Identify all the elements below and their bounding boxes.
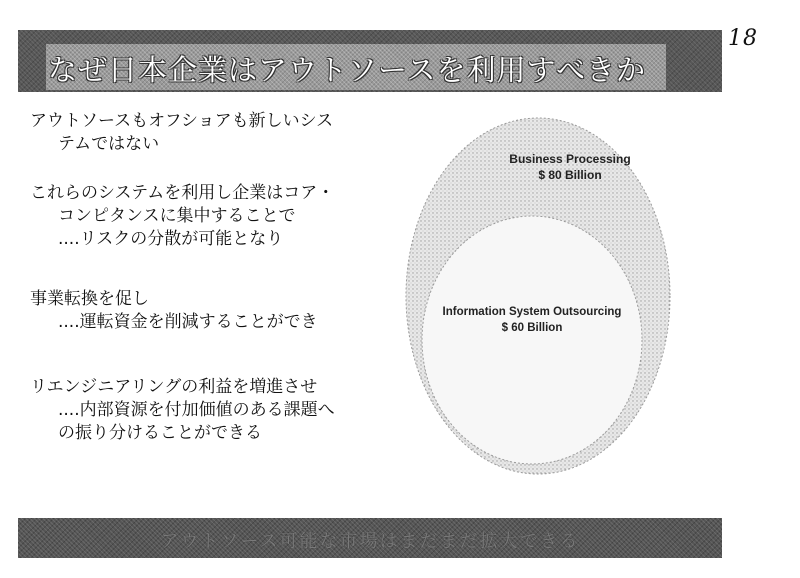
inner-value: $ 60 Billion xyxy=(501,322,563,334)
page-number: 18 xyxy=(728,26,758,51)
bullet-line: テムではない xyxy=(58,134,160,154)
outer-label: Business Processing xyxy=(509,152,631,166)
outer-value: $ 80 Billion xyxy=(538,168,602,182)
bullet-line: ....リスクの分散が可能となり xyxy=(58,229,284,249)
bullet-item xyxy=(30,182,334,251)
inner-label: Information System Outsourcing xyxy=(442,306,622,318)
title-bar xyxy=(18,30,722,92)
bullet-line: の振り分けることができる xyxy=(58,423,262,443)
market-size-diagram xyxy=(400,108,700,488)
bullet-item xyxy=(30,110,333,156)
slide-title: なぜ日本企業はアウトソースを利用すべきか xyxy=(48,53,646,87)
bullet-line: 事業転換を促し xyxy=(30,289,149,309)
bullet-line: ....内部資源を付加価値のある課題へ xyxy=(58,400,335,420)
bullet-line: アウトソースもオフショアも新しいシス xyxy=(30,111,334,131)
footer-text: アウトソース可能な市場はまだまだ拡大できる xyxy=(160,531,580,552)
bullet-line: コンピタンスに集中することで xyxy=(58,206,296,226)
bullet-line: リエンジニアリングの利益を増進させ xyxy=(30,377,318,397)
inner-ellipse xyxy=(422,216,642,464)
bullet-item xyxy=(30,288,318,334)
bullet-item xyxy=(30,376,335,445)
bullet-line: ....運転資金を削減することができ xyxy=(58,312,318,332)
footer-bar xyxy=(18,518,722,558)
bullet-line: これらのシステムを利用し企業はコア・ xyxy=(30,183,335,203)
